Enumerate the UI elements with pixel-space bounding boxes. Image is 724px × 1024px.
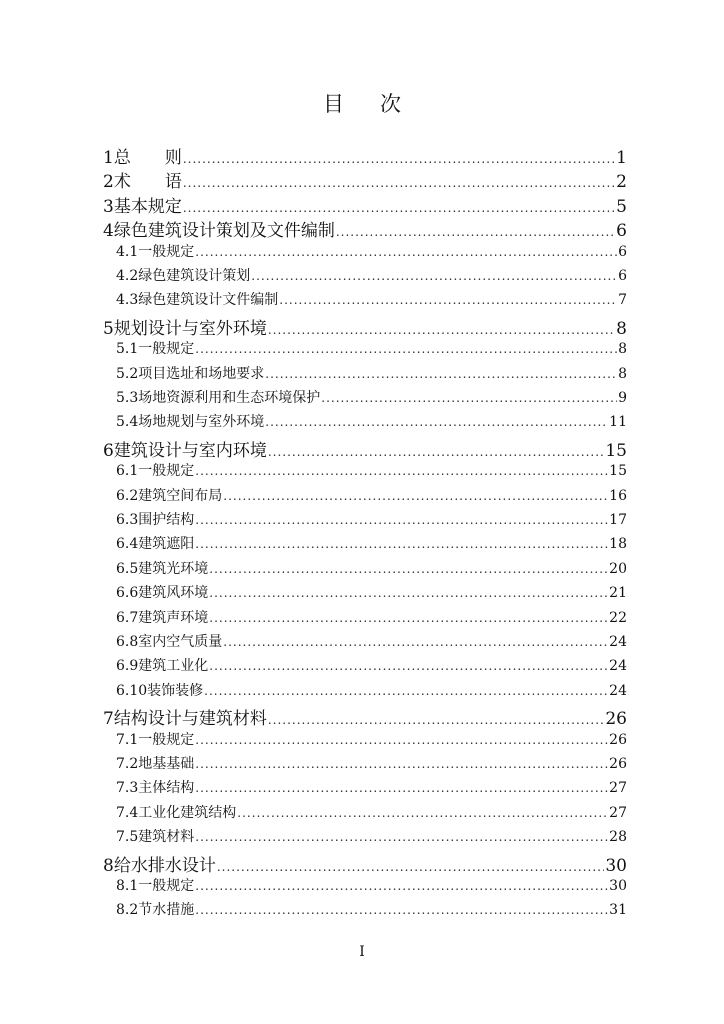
toc-entry[interactable] [103,143,627,167]
toc-entry-number: 6.2 [116,487,139,504]
toc-entry-page: 22 [609,609,627,626]
toc-entry-page: 28 [609,829,627,846]
toc-entry-page: 26 [609,731,627,748]
toc-entry[interactable] [116,460,627,484]
toc-entry-page: 30 [605,855,627,876]
toc-entry-number: 6.10 [116,682,148,699]
toc-entry[interactable] [116,363,627,387]
toc-leader-dots [336,225,615,239]
toc-entry-page: 27 [609,804,627,821]
toc-entry-page: 8 [618,365,627,382]
toc-entry-label: 一般规定 [138,731,195,748]
toc-entry-number: 4 [103,221,114,242]
toc-entry-page: 26 [605,709,627,730]
toc-entry-number: 4.2 [116,268,139,284]
toc-leader-dots [251,269,617,283]
toc-leader-dots [268,713,605,727]
toc-entry-label: 建筑遮阳 [138,536,195,553]
toc-leader-dots [237,806,608,820]
toc-entry-page: 11 [609,414,627,431]
toc-entry-label: 场地规划与室外环境 [138,414,265,431]
toc-leader-dots [268,445,605,459]
toc-entry-number: 1 [103,148,114,168]
toc-entry[interactable] [116,875,627,899]
toc-entry-page: 31 [609,902,627,919]
toc-entry[interactable] [116,826,627,850]
toc-entry-number: 6.3 [116,512,139,528]
toc-entry-page: 21 [609,585,627,602]
toc-entry-page: 6 [618,268,627,284]
toc-entry[interactable] [103,704,627,728]
toc-entry[interactable] [116,899,627,923]
toc-entry-label: 一般规定 [138,878,195,894]
toc-entry-label: 建筑设计与室内环境 [113,440,267,461]
toc-entry-number: 5.4 [116,414,139,431]
toc-entry[interactable] [116,338,627,362]
toc-entry[interactable] [116,753,627,777]
toc-leader-dots [183,201,615,215]
toc-entry[interactable] [116,802,627,826]
toc-entry-number: 6 [103,440,114,461]
toc-entry[interactable] [116,655,627,679]
toc-leader-dots [217,860,605,874]
toc-entry-page: 24 [609,634,627,650]
toc-entry[interactable] [116,485,627,509]
toc-leader-dots [265,415,608,429]
toc-entry-page: 15 [609,463,627,480]
toc-entry-number: 7 [103,709,114,730]
toc-leader-dots [195,513,608,527]
title-char-1: 目 [323,92,344,116]
toc-entry-label: 规划设计与室外环境 [113,318,267,339]
toc-leader-dots [321,391,617,405]
toc-entry-label: 室内空气质量 [138,634,223,650]
toc-entry[interactable] [116,729,627,753]
toc-entry-number: 5 [103,318,114,339]
toc-entry-page: 2 [616,172,627,193]
toc-entry-page: 20 [609,560,627,577]
toc-entry-number: 5.3 [116,390,139,406]
toc-entry[interactable] [116,289,627,313]
toc-entry-label: 建筑声环境 [138,609,209,626]
toc-entry-number: 5.1 [116,341,139,358]
toc-leader-dots [209,562,608,576]
toc-entry-label: 围护结构 [138,512,195,528]
toc-leader-dots [195,781,608,795]
toc-entry-number: 5.2 [116,365,139,382]
toc-leader-dots [204,684,608,698]
toc-entry-label: 绿色建筑设计文件编制 [138,292,279,309]
toc-entry-number: 2 [103,172,114,193]
title-char-2: 次 [380,92,401,116]
toc-entry-number: 6.8 [116,634,139,650]
toc-entry[interactable] [103,167,627,191]
toc-entry-number: 4.1 [116,243,139,260]
toc-entry-label: 总 则 [113,148,182,168]
toc-entry-label: 工业化建筑结构 [138,804,237,821]
toc-leader-dots [209,611,608,625]
toc-entry[interactable] [103,851,627,875]
toc-entry-label: 地基基础 [138,756,195,772]
toc-entry-number: 8.1 [116,878,139,894]
toc-entry-number: 7.2 [116,756,139,772]
toc-entry-number: 6.6 [116,585,139,602]
toc-entry-number: 4.3 [116,292,139,309]
toc-entry[interactable] [116,533,627,557]
toc-entry-number: 8 [103,855,114,876]
toc-entry-page: 6 [618,243,627,260]
toc-entry-page: 24 [609,682,627,699]
toc-entry-label: 绿色建筑设计策划及文件编制 [113,221,335,242]
toc-leader-dots [195,342,617,356]
toc-entry-label: 建筑光环境 [138,560,209,577]
toc-entry[interactable] [116,387,627,411]
toc-entry-label: 建筑风环境 [138,585,209,602]
toc-entry-number: 7.5 [116,829,139,846]
toc-entry[interactable] [103,216,627,240]
toc-entry-number: 6.1 [116,463,139,480]
toc-entry-page: 1 [616,148,627,168]
toc-entry-page: 8 [618,341,627,358]
toc-entry-page: 5 [616,196,627,217]
toc-entry-page: 9 [618,390,627,406]
toc-entry-label: 术 语 [113,172,182,193]
toc-entry-label: 建筑空间布局 [138,487,223,504]
toc-entry[interactable] [116,777,627,801]
toc-entry-label: 项目选址和场地要求 [138,365,265,382]
page-number-footer: I [359,944,365,960]
toc-leader-dots [223,489,608,503]
toc-entry[interactable] [116,582,627,606]
toc-entry-label: 给水排水设计 [113,855,216,876]
toc-leader-dots [268,323,615,337]
toc-leader-dots [195,757,608,771]
toc-leader-dots [195,537,608,551]
toc-entry-number: 8.2 [116,902,139,919]
toc-leader-dots [195,245,617,259]
toc-leader-dots [195,879,608,893]
toc-leader-dots [183,152,615,166]
toc-leader-dots [183,176,615,190]
toc-entry[interactable] [103,436,627,460]
toc-leader-dots [195,903,608,917]
toc-entry-page: 7 [618,292,627,309]
toc-entry-page: 30 [609,878,627,894]
toc-entry-page: 17 [609,512,627,528]
toc-entry-label: 基本规定 [113,196,182,217]
toc-leader-dots [279,293,617,307]
toc-entry-label: 一般规定 [138,243,195,260]
toc-entry-number: 7.4 [116,804,139,821]
toc-entry-number: 6.5 [116,560,139,577]
toc-entry-number: 7.1 [116,731,139,748]
toc-entry-label: 建筑材料 [138,829,195,846]
toc-entry[interactable] [116,241,627,265]
toc-entry-number: 6.9 [116,658,139,675]
toc-entry-page: 16 [609,487,627,504]
toc-entry-label: 一般规定 [138,463,195,480]
toc-entry-page: 27 [609,780,627,797]
toc-entry[interactable] [116,411,627,435]
page-title [0,88,724,118]
toc-entry-label: 绿色建筑设计策划 [138,268,251,284]
toc-entry[interactable] [116,631,627,655]
toc-entry-page: 8 [616,318,627,339]
toc-entry-number: 6.7 [116,609,139,626]
toc-entry-label: 建筑工业化 [138,658,209,675]
toc-entry[interactable] [116,265,627,289]
toc-entry-number: 7.3 [116,780,139,797]
toc-entry-label: 节水措施 [138,902,195,919]
toc-entry-label: 结构设计与建筑材料 [113,709,267,730]
toc-entry-label: 装饰装修 [147,682,204,699]
toc-entry-page: 6 [616,221,627,242]
toc-leader-dots [209,586,608,600]
toc-entry[interactable] [103,314,627,338]
toc-entry-page: 24 [609,658,627,675]
toc-entry-page: 26 [609,756,627,772]
toc-leader-dots [195,464,608,478]
toc-entry-label: 场地资源利用和生态环境保护 [138,390,321,406]
toc-entry[interactable] [103,192,627,216]
toc-entry-label: 主体结构 [138,780,195,797]
toc-entry[interactable] [116,607,627,631]
toc-leader-dots [209,659,608,673]
toc-entry-label: 一般规定 [138,341,195,358]
toc-leader-dots [195,830,608,844]
toc-entry-page: 18 [609,536,627,553]
toc-entry[interactable] [116,509,627,533]
toc-leader-dots [223,635,608,649]
toc-entry-number: 6.4 [116,536,139,553]
toc-entry-page: 15 [605,440,627,461]
toc-entry[interactable] [116,558,627,582]
toc-leader-dots [265,367,617,381]
toc-entry-number: 3 [103,196,114,217]
toc-entry[interactable] [116,680,627,704]
toc-leader-dots [195,733,608,747]
